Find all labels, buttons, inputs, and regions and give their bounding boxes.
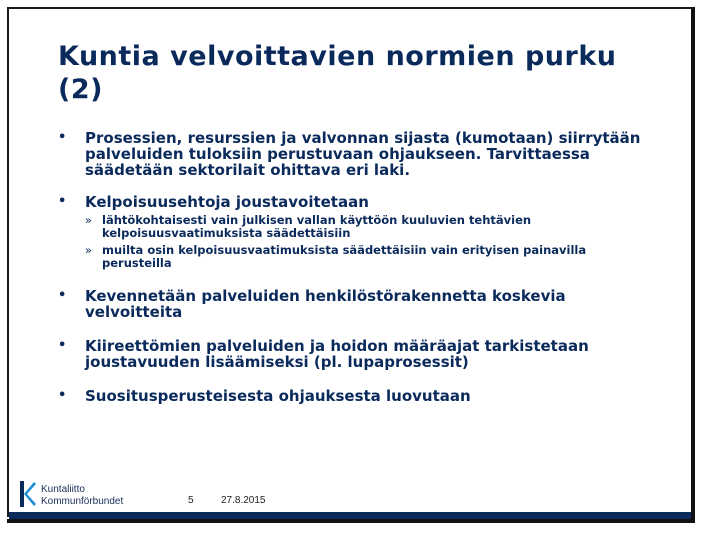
bullet-dot: •	[58, 288, 67, 303]
slide-frame-right	[691, 7, 695, 523]
page-number: 5	[188, 495, 194, 506]
sub-bullet-arrow: »	[85, 243, 93, 257]
bullet-item	[58, 388, 658, 404]
bullet-text: Kevennetään palveluiden henkilöstörakennetta koskevia velvoitteita	[85, 287, 566, 321]
sub-item-text: lähtökohtaisesti vain julkisen vallan käyttöön kuuluvien tehtävien kelpoisuusvaatimuksista säädettäisiin	[102, 213, 532, 240]
bullet-text: Prosessien, resurssien ja valvonnan sijasta (kumotaan) siirrytään palveluiden tuloksiin perustuvaan ohjaukseen. Tarvittaessa säädetään sektorilait ohittava eri laki.	[85, 129, 641, 179]
bullet-dot: •	[58, 130, 67, 145]
bullet-text: Suositusperusteisesta ohjauksesta luovutaan	[85, 387, 471, 405]
sub-item-text: muilta osin kelpoisuusvaatimuksista säädettäisiin vain erityisen painavilla perusteilla	[102, 243, 587, 270]
kuntaliitto-logo-icon	[20, 481, 36, 507]
footer-brand	[41, 484, 123, 508]
slide-frame-bottom	[7, 519, 695, 523]
bullet-item	[58, 130, 658, 178]
sub-list	[58, 214, 658, 270]
bullet-dot: •	[58, 194, 67, 209]
slide-title: Kuntia velvoittavien normien purku (2)	[58, 41, 617, 105]
bullet-dot: •	[58, 388, 67, 403]
bullet-text: Kelpoisuusehtoja joustavoitetaan	[85, 193, 369, 211]
bullet-item	[58, 194, 658, 210]
bullet-dot: •	[58, 338, 67, 353]
slide-date: 27.8.2015	[221, 495, 266, 506]
bullet-item	[58, 288, 658, 320]
sub-item	[85, 214, 658, 240]
footer-band	[9, 512, 691, 519]
brand-name-fi: Kuntaliitto	[41, 484, 85, 495]
bullet-text: Kiireettömien palveluiden ja hoidon määräajat tarkistetaan joustavuuden lisäämiseksi (pl. lupaprosessit)	[85, 337, 589, 371]
brand-name-sv: Kommunförbundet	[41, 496, 124, 507]
bullet-item	[58, 338, 658, 370]
bullet-list	[58, 130, 658, 404]
sub-bullet-arrow: »	[85, 213, 93, 227]
sub-item	[85, 244, 658, 270]
